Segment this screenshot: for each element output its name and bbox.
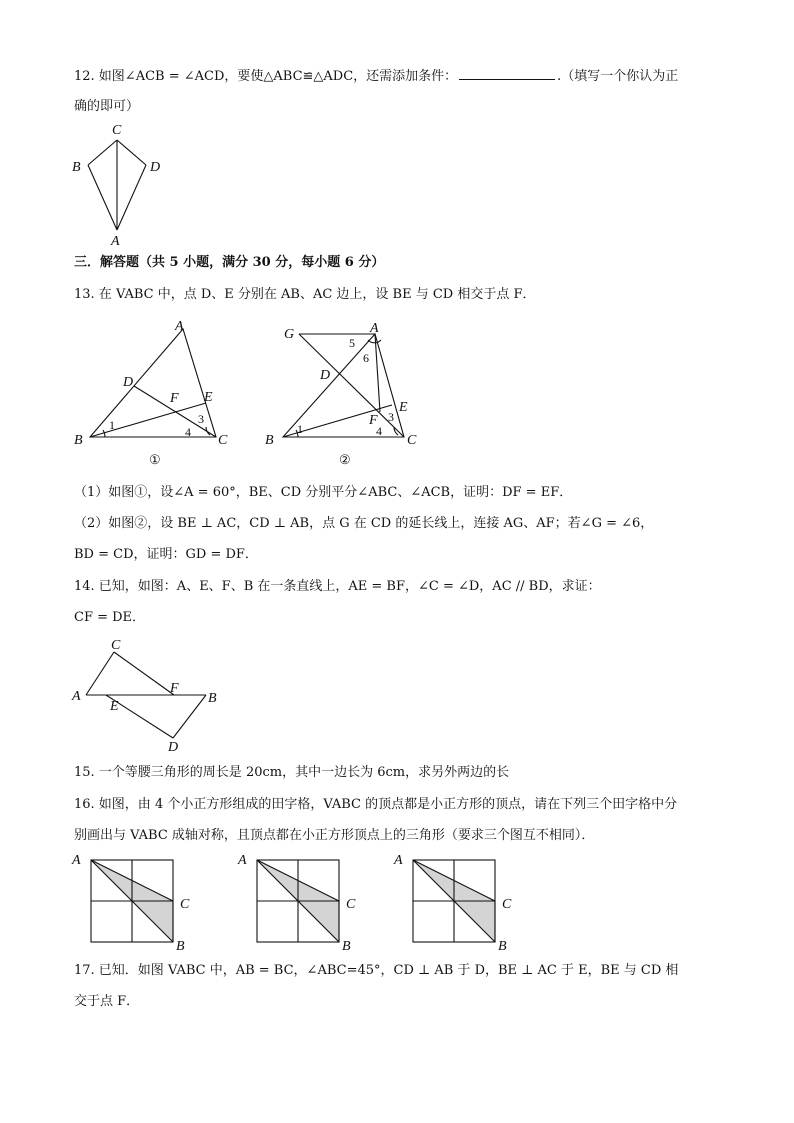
q14-label-e: E <box>110 699 119 714</box>
fig2-angle-3: 3 <box>388 410 394 424</box>
q12-line2: 确的即可） <box>74 99 140 114</box>
q13-part2-line1: （2）如图②，设 BE ⊥ AC，CD ⊥ AB，点 G 在 CD 的延长线上，连接 AG、AF；若∠G = ∠6， <box>74 516 654 531</box>
fig1-label-c: C <box>218 433 228 448</box>
q14-line1: 14. 已知，如图：A、E、F、B 在一条直线上，AE = BF，∠C = ∠D，AC // BD，求证： <box>74 579 601 594</box>
q12-label-c: C <box>112 123 122 138</box>
grid1-label-b: B <box>176 939 185 954</box>
fig1-label-a: A <box>175 319 184 334</box>
fig2-label-a: A <box>370 321 379 336</box>
q12-text: 12. 如图∠ACB = ∠ACD，要使△ABC≌△ADC，还需添加条件： <box>74 69 458 84</box>
q13-figure-2 <box>258 316 438 471</box>
fig2-label-b: B <box>265 433 274 448</box>
grid2-label-c: C <box>346 897 356 912</box>
q12-label-b: B <box>72 160 81 175</box>
q13-line1: 13. 在 VABC 中，点 D、E 分别在 AB、AC 边上，设 BE 与 CD 相交于点 F． <box>74 287 536 302</box>
q12-line1 <box>74 66 678 87</box>
q14-label-f: F <box>170 681 179 696</box>
fig1-angle-4: 4 <box>185 425 191 439</box>
q14-label-d: D <box>168 740 179 755</box>
fig1-caption: ① <box>149 452 161 467</box>
q14-label-c: C <box>111 638 121 653</box>
fig2-label-d: D <box>320 368 331 383</box>
q14-figure <box>70 634 230 756</box>
q12-figure <box>60 118 180 250</box>
fig2-label-c: C <box>407 433 417 448</box>
q13-part2-line2: BD = CD，证明：GD = DF． <box>74 547 258 562</box>
grid3-label-a: A <box>394 853 403 868</box>
q16-grid-2 <box>236 852 366 954</box>
grid2-label-b: B <box>342 939 351 954</box>
fig1-label-e: E <box>204 390 213 405</box>
q12-text-tail: .（填写一个你认为正 <box>557 69 679 84</box>
grid3-label-b: B <box>498 939 507 954</box>
fig2-label-g: G <box>284 327 295 342</box>
q16-grid-1 <box>70 852 200 954</box>
grid2-label-a: A <box>238 853 247 868</box>
q12-label-a: A <box>111 234 120 249</box>
q14-label-a: A <box>72 689 81 704</box>
fig2-angle-6: 6 <box>363 351 369 365</box>
fig2-label-f: F <box>369 413 378 428</box>
fig2-label-e: E <box>399 400 408 415</box>
grid1-label-a: A <box>72 853 81 868</box>
q12-label-d: D <box>150 160 161 175</box>
fig2-angle-1: 1 <box>297 422 303 436</box>
q13-part1: （1）如图①，设∠A = 60°，BE、CD 分别平分∠ABC、∠ACB，证明：DF = EF． <box>74 485 573 500</box>
q12-answer-blank[interactable] <box>459 66 555 80</box>
fig2-caption: ② <box>339 452 351 467</box>
fig2-angle-5: 5 <box>349 336 355 350</box>
q17-line1: 17. 已知．如图 VABC 中，AB = BC，∠ABC=45°，CD ⊥ AB 于 D，BE ⊥ AC 于 E，BE 与 CD 相 <box>74 963 679 978</box>
fig1-label-b: B <box>74 433 83 448</box>
q17-line2: 交于点 F． <box>74 994 140 1009</box>
fig1-label-f: F <box>170 391 179 406</box>
q16-grid-3 <box>392 852 522 954</box>
grid1-label-c: C <box>180 897 190 912</box>
section-heading: 三．解答题（共 5 小题，满分 30 分，每小题 6 分） <box>74 255 385 270</box>
fig2-angle-4: 4 <box>376 424 382 438</box>
grid3-label-c: C <box>502 897 512 912</box>
fig1-angle-1: 1 <box>109 418 115 432</box>
q15-line1: 15. 一个等腰三角形的周长是 20cm，其中一边长为 6cm，求另外两边的长 <box>74 765 510 780</box>
q14-label-b: B <box>208 691 217 706</box>
q13-figure-1 <box>70 316 250 471</box>
q14-line2: CF = DE． <box>74 610 146 625</box>
fig1-angle-3: 3 <box>198 412 204 426</box>
q16-line2: 别画出与 VABC 成轴对称，且顶点都在小正方形顶点上的三角形（要求三个图互不相同）． <box>74 828 595 843</box>
q16-line1: 16. 如图，由 4 个小正方形组成的田字格，VABC 的顶点都是小正方形的顶点，请在下列三个田字格中分 <box>74 797 678 812</box>
fig1-label-d: D <box>123 375 134 390</box>
